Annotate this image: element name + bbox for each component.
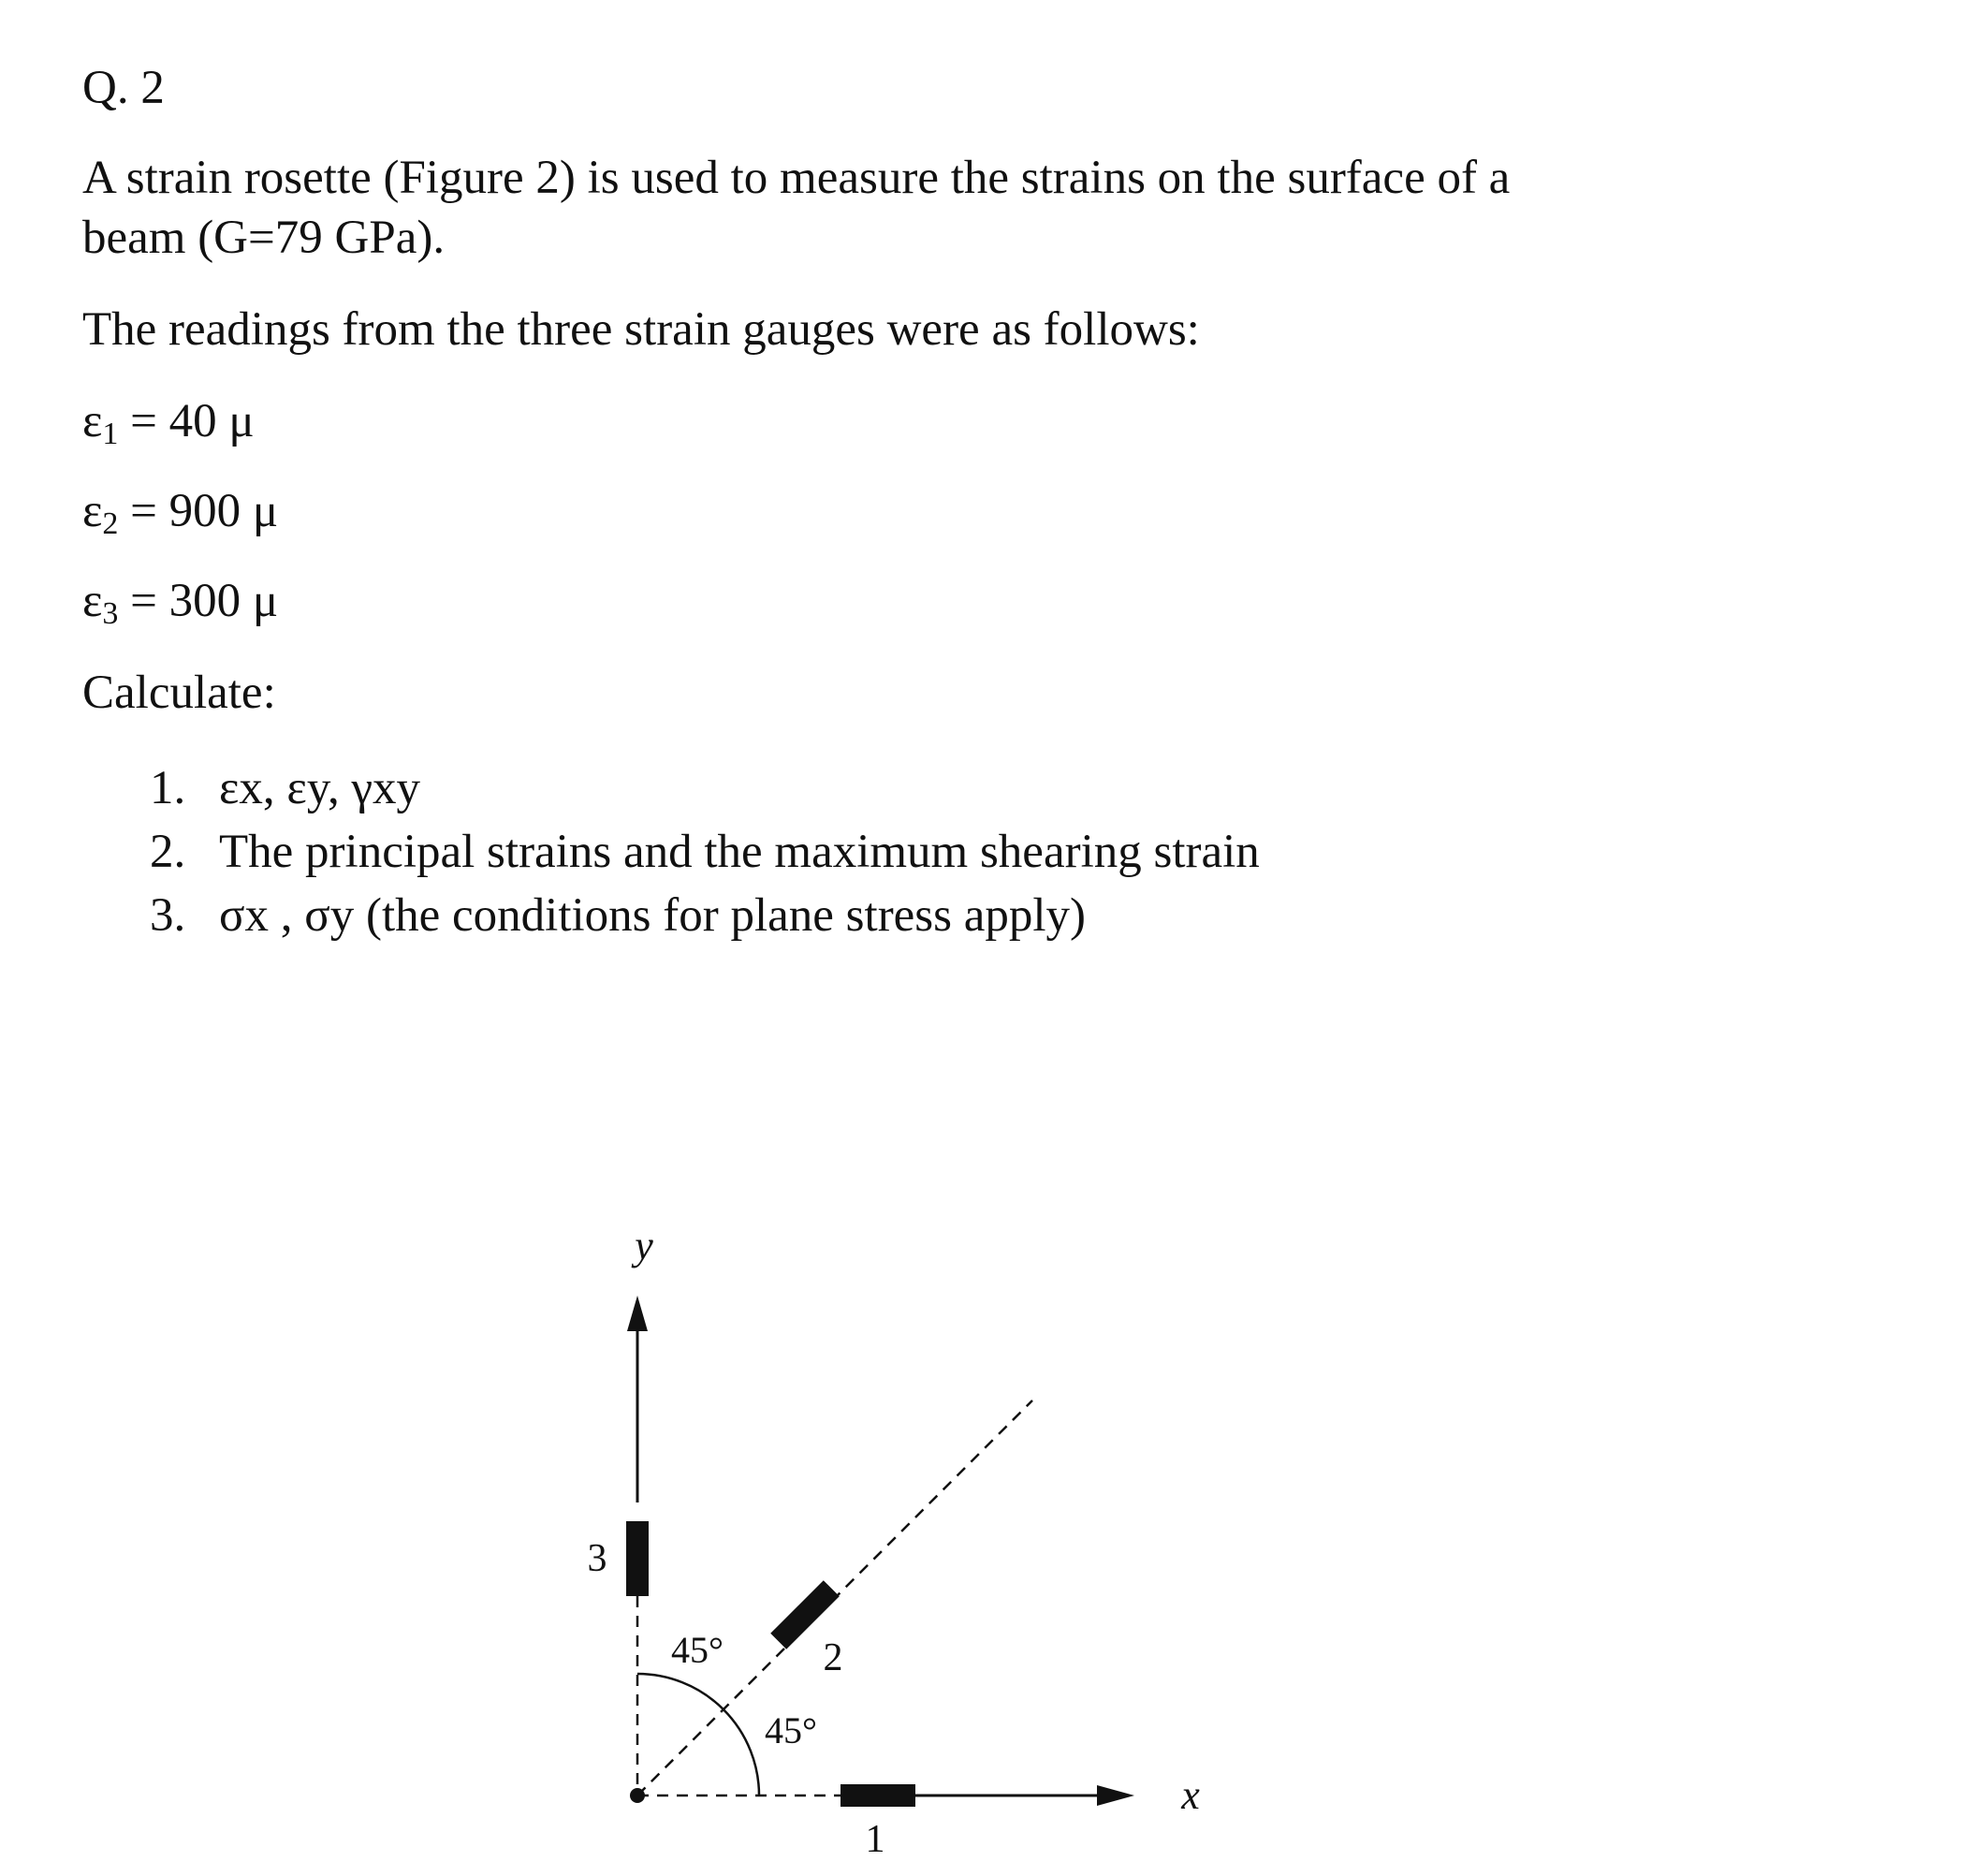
x-axis-arrowhead — [1097, 1785, 1134, 1806]
reading-value: = 300 μ — [130, 575, 279, 627]
task-number: 2. — [150, 826, 186, 878]
reading-value: = 900 μ — [130, 485, 279, 537]
angle-lower-label: 45° — [765, 1709, 817, 1751]
question-number: Q. 2 — [82, 62, 165, 114]
calculate-label: Calculate: — [82, 667, 276, 719]
gauge-1 — [841, 1784, 915, 1807]
angle-upper-label: 45° — [671, 1629, 724, 1671]
reading-symbol: ε — [82, 395, 103, 447]
task-text: σx , σy (the conditions for plane stress apply) — [219, 889, 1087, 942]
reading-symbol: ε — [82, 485, 103, 537]
reading-subscript: 2 — [102, 506, 119, 541]
y-axis-arrowhead — [627, 1296, 648, 1331]
task-text: εx, εy, γxy — [219, 762, 421, 814]
gauge-1-label: 1 — [865, 1818, 885, 1861]
task-number: 3. — [150, 889, 186, 942]
task-number: 1. — [150, 762, 186, 814]
origin-point — [630, 1788, 645, 1803]
task-text: The principal strains and the maximum shearing strain — [219, 826, 1260, 878]
intro-line-2: beam (G=79 GPa). — [82, 212, 446, 264]
y-axis-label: y — [635, 1223, 653, 1268]
reading-value: = 40 μ — [130, 395, 255, 447]
x-axis-label: x — [1181, 1772, 1200, 1818]
readings-intro: The readings from the three strain gauges were as follows: — [82, 303, 1200, 356]
reading-symbol: ε — [82, 575, 103, 627]
reading-subscript: 1 — [102, 417, 119, 451]
intro-line-1: A strain rosette (Figure 2) is used to measure the strains on the surface of a — [82, 152, 1511, 204]
reading-subscript: 3 — [102, 596, 119, 631]
gauge-3 — [626, 1521, 649, 1596]
gauge-2-label: 2 — [823, 1636, 843, 1679]
gauge-3-label: 3 — [587, 1537, 607, 1580]
